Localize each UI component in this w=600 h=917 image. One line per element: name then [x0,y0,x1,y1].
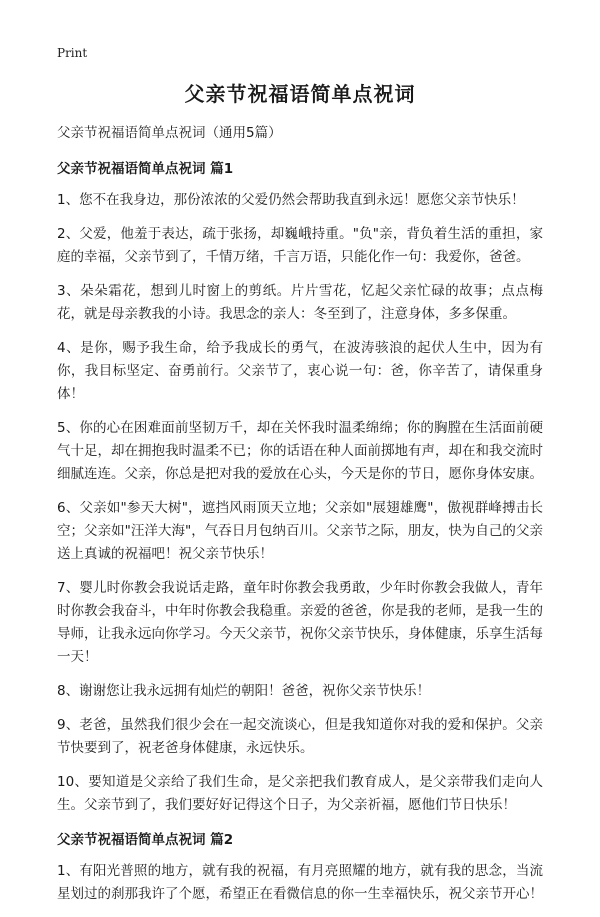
page-title: 父亲节祝福语简单点祝词 [184,82,416,106]
section-heading: 父亲节祝福语简单点祝词 篇2 [57,832,234,848]
paragraph: 9、老爸，虽然我们很少会在一起交流谈心，但是我知道你对我的爱和保护。父亲节快要到了，祝老爸身体健康，永远快乐。 [57,717,543,756]
paragraph: 5、你的心在困难面前坚韧万千，却在关怀我时温柔绵绵；你的胸膛在生活面前硬气十足，却在拥抱我时温柔不已；你的话语在种人面前掷地有声，却在和我交流时细腻连连。父亲，你总是把对我的爱放在心头，今天是你的节日，愿你身体安康。 [57,420,543,482]
print-link[interactable]: Print [57,46,88,60]
paragraph: 3、朵朵霜花，想到儿时窗上的剪纸。片片雪花，忆起父亲忙碌的故事；点点梅花，就是母亲教我的小诗。我思念的亲人：冬至到了，注意身体，多多保重。 [57,283,543,322]
section-heading: 父亲节祝福语简单点祝词 篇1 [57,161,234,177]
paragraph: 8、谢谢您让我永远拥有灿烂的朝阳！爸爸，祝你父亲节快乐！ [57,683,431,699]
paragraph: 7、婴儿时你教会我说话走路，童年时你教会我勇敢，少年时你教会我做人，青年时你教会我奋斗，中年时你教会我稳重。亲爱的爸爸，你是我的老师，是我一生的导师，让我永远向你学习。今天父亲节，祝你父亲节快乐，身体健康，乐享生活每一天！ [57,580,543,665]
paragraph: 6、父亲如"参天大树"，遮挡风雨顶天立地；父亲如"展翅雄鹰"，傲视群峰搏击长空；父亲如"汪洋大海"，气吞日月包纳百川。父亲节之际，朋友，快为自己的父亲送上真诚的祝福吧！祝父亲节快乐！ [57,500,543,562]
document-page [57,78,543,917]
paragraph: 1、有阳光普照的地方，就有我的祝福，有月亮照耀的地方，就有我的思念，当流星划过的刹那我许了个愿，希望正在看微信息的你一生幸福快乐，祝父亲节开心！ [57,863,543,902]
paragraph: 10、要知道是父亲给了我们生命，是父亲把我们教育成人，是父亲带我们走向人生。父亲节到了，我们要好好记得这个日子，为父亲祈福，愿他们节日快乐！ [57,774,543,813]
paragraph: 1、您不在我身边，那份浓浓的父爱仍然会帮助我直到永远！愿您父亲节快乐！ [57,192,525,208]
paragraph: 4、是你，赐予我生命，给予我成长的勇气，在波涛骇浪的起伏人生中，因为有你，我目标坚定、奋勇前行。父亲节了，衷心说一句：爸，你辛苦了，请保重身体！ [57,340,543,402]
section-1 [57,157,543,817]
subtitle: 父亲节祝福语简单点祝词（通用5篇） [57,125,282,141]
paragraph: 2、父爱，他羞于表达，疏于张扬，却巍峨持重。"负"亲，背负着生活的重担，家庭的幸福，父亲节到了，千情万绪，千言万语，只能化作一句：我爱你，爸爸。 [57,226,543,265]
section-2 [57,828,543,906]
